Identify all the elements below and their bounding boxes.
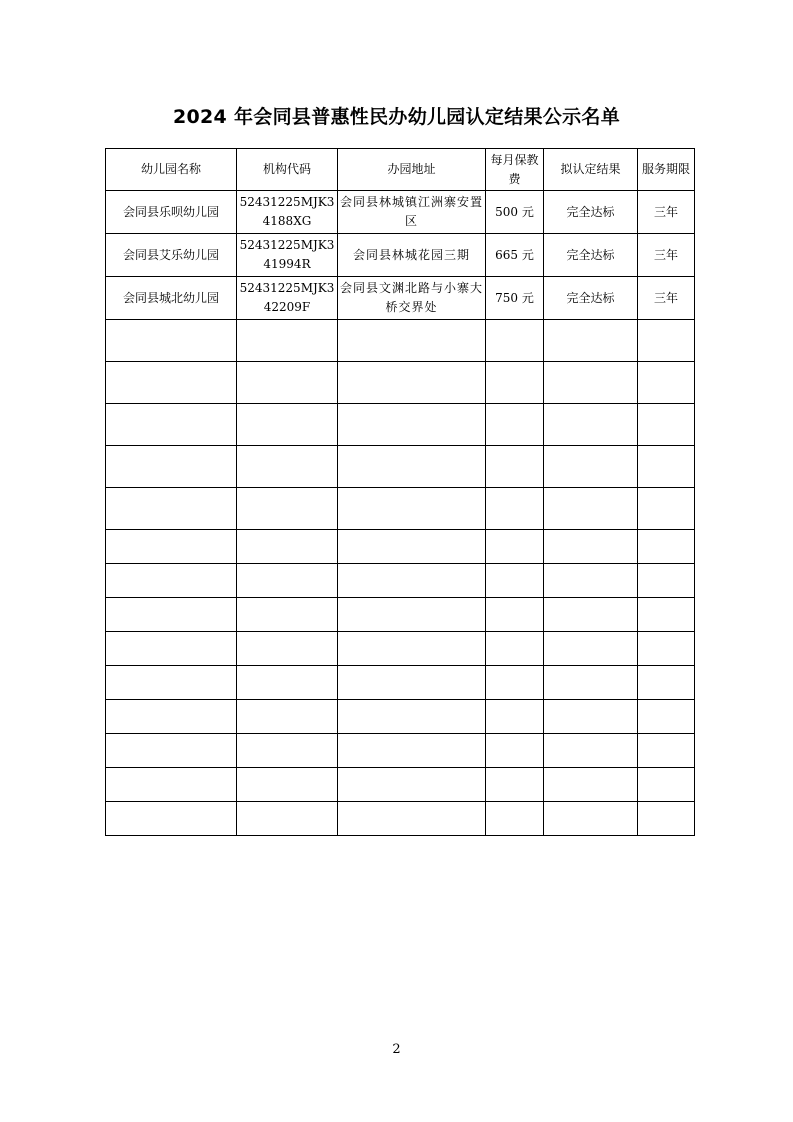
cell-address bbox=[338, 191, 486, 234]
empty-cell bbox=[237, 404, 338, 446]
table-header-row bbox=[106, 149, 695, 191]
cell-institution-code: 52431225MJK342209F bbox=[237, 277, 338, 320]
cell-service-term: 三年 bbox=[638, 277, 695, 320]
empty-table-row bbox=[106, 446, 695, 488]
empty-cell bbox=[638, 632, 695, 666]
address-text: 会同县林城花园三期 bbox=[352, 247, 470, 262]
empty-cell bbox=[638, 446, 695, 488]
empty-table-row bbox=[106, 768, 695, 802]
empty-cell bbox=[638, 488, 695, 530]
address-text: 会同县文渊北路与小寨大桥交界处 bbox=[340, 281, 484, 314]
empty-cell bbox=[544, 320, 638, 362]
empty-cell bbox=[237, 802, 338, 836]
empty-cell bbox=[338, 404, 486, 446]
cell-result: 完全达标 bbox=[544, 234, 638, 277]
empty-cell bbox=[106, 666, 237, 700]
empty-table-row bbox=[106, 598, 695, 632]
header-cell-result: 拟认定结果 bbox=[544, 149, 638, 191]
empty-table-row bbox=[106, 488, 695, 530]
empty-cell bbox=[544, 768, 638, 802]
empty-cell bbox=[338, 666, 486, 700]
empty-cell bbox=[106, 362, 237, 404]
cell-kindergarten-name: 会同县艾乐幼儿园 bbox=[106, 234, 237, 277]
empty-cell bbox=[486, 666, 544, 700]
empty-cell bbox=[544, 802, 638, 836]
empty-cell bbox=[237, 666, 338, 700]
empty-cell bbox=[544, 666, 638, 700]
empty-cell bbox=[486, 530, 544, 564]
empty-cell bbox=[106, 404, 237, 446]
empty-cell bbox=[338, 446, 486, 488]
empty-cell bbox=[106, 598, 237, 632]
kindergarten-table bbox=[105, 148, 695, 836]
empty-cell bbox=[106, 768, 237, 802]
table-row bbox=[106, 277, 695, 320]
empty-cell bbox=[338, 700, 486, 734]
empty-cell bbox=[638, 362, 695, 404]
empty-cell bbox=[338, 320, 486, 362]
empty-table-row bbox=[106, 530, 695, 564]
cell-kindergarten-name: 会同县乐呗幼儿园 bbox=[106, 191, 237, 234]
empty-table-row bbox=[106, 802, 695, 836]
header-cell-term: 服务期限 bbox=[638, 149, 695, 191]
empty-cell bbox=[338, 530, 486, 564]
empty-cell bbox=[638, 666, 695, 700]
empty-cell bbox=[638, 564, 695, 598]
empty-cell bbox=[544, 530, 638, 564]
header-cell-fee: 每月保教费 bbox=[486, 149, 544, 191]
table-row bbox=[106, 234, 695, 277]
table-row bbox=[106, 191, 695, 234]
empty-cell bbox=[486, 564, 544, 598]
empty-cell bbox=[544, 598, 638, 632]
empty-cell bbox=[544, 632, 638, 666]
empty-cell bbox=[486, 802, 544, 836]
empty-cell bbox=[486, 700, 544, 734]
empty-cell bbox=[338, 598, 486, 632]
empty-table-row bbox=[106, 632, 695, 666]
header-cell-name: 幼儿园名称 bbox=[106, 149, 237, 191]
empty-table-row bbox=[106, 564, 695, 598]
cell-monthly-fee: 500 元 bbox=[486, 191, 544, 234]
header-cell-code: 机构代码 bbox=[237, 149, 338, 191]
empty-cell bbox=[237, 320, 338, 362]
cell-institution-code: 52431225MJK341994R bbox=[237, 234, 338, 277]
address-text: 会同县林城镇江洲寨安置区 bbox=[340, 195, 484, 228]
empty-cell bbox=[544, 488, 638, 530]
empty-cell bbox=[486, 734, 544, 768]
empty-cell bbox=[237, 362, 338, 404]
empty-cell bbox=[638, 768, 695, 802]
empty-cell bbox=[544, 446, 638, 488]
empty-cell bbox=[237, 564, 338, 598]
cell-address bbox=[338, 277, 486, 320]
empty-table-row bbox=[106, 734, 695, 768]
empty-cell bbox=[544, 700, 638, 734]
empty-cell bbox=[486, 446, 544, 488]
cell-address bbox=[338, 234, 486, 277]
cell-kindergarten-name: 会同县城北幼儿园 bbox=[106, 277, 237, 320]
empty-cell bbox=[106, 530, 237, 564]
empty-cell bbox=[486, 488, 544, 530]
empty-cell bbox=[106, 446, 237, 488]
header-cell-address: 办园地址 bbox=[338, 149, 486, 191]
empty-cell bbox=[237, 768, 338, 802]
empty-table-row bbox=[106, 666, 695, 700]
empty-cell bbox=[544, 362, 638, 404]
cell-monthly-fee: 665 元 bbox=[486, 234, 544, 277]
empty-cell bbox=[338, 488, 486, 530]
empty-cell bbox=[237, 488, 338, 530]
empty-cell bbox=[106, 734, 237, 768]
empty-cell bbox=[486, 362, 544, 404]
empty-cell bbox=[486, 404, 544, 446]
cell-result: 完全达标 bbox=[544, 277, 638, 320]
empty-cell bbox=[106, 802, 237, 836]
empty-cell bbox=[237, 598, 338, 632]
cell-result: 完全达标 bbox=[544, 191, 638, 234]
empty-cell bbox=[338, 362, 486, 404]
empty-cell bbox=[237, 446, 338, 488]
empty-cell bbox=[338, 768, 486, 802]
empty-cell bbox=[237, 734, 338, 768]
empty-cell bbox=[338, 734, 486, 768]
empty-table-row bbox=[106, 404, 695, 446]
empty-cell bbox=[544, 734, 638, 768]
empty-cell bbox=[106, 320, 237, 362]
cell-service-term: 三年 bbox=[638, 191, 695, 234]
empty-cell bbox=[638, 802, 695, 836]
empty-cell bbox=[106, 564, 237, 598]
empty-cell bbox=[544, 404, 638, 446]
page-number: 2 bbox=[392, 1042, 401, 1057]
empty-cell bbox=[638, 700, 695, 734]
empty-cell bbox=[338, 564, 486, 598]
empty-cell bbox=[338, 802, 486, 836]
empty-cell bbox=[338, 632, 486, 666]
cell-monthly-fee: 750 元 bbox=[486, 277, 544, 320]
empty-cell bbox=[237, 530, 338, 564]
empty-table-row bbox=[106, 700, 695, 734]
document-title: 2024 年会同县普惠性民办幼儿园认定结果公示名单 bbox=[173, 106, 620, 128]
empty-cell bbox=[237, 632, 338, 666]
cell-service-term: 三年 bbox=[638, 234, 695, 277]
empty-cell bbox=[638, 404, 695, 446]
empty-cell bbox=[638, 320, 695, 362]
empty-cell bbox=[106, 488, 237, 530]
empty-cell bbox=[486, 320, 544, 362]
empty-cell bbox=[638, 734, 695, 768]
empty-cell bbox=[638, 598, 695, 632]
empty-cell bbox=[638, 530, 695, 564]
empty-cell bbox=[237, 700, 338, 734]
empty-cell bbox=[486, 768, 544, 802]
empty-cell bbox=[106, 700, 237, 734]
empty-cell bbox=[486, 632, 544, 666]
empty-table-row bbox=[106, 362, 695, 404]
empty-table-row bbox=[106, 320, 695, 362]
empty-cell bbox=[486, 598, 544, 632]
cell-institution-code: 52431225MJK34188XG bbox=[237, 191, 338, 234]
empty-cell bbox=[544, 564, 638, 598]
empty-cell bbox=[106, 632, 237, 666]
